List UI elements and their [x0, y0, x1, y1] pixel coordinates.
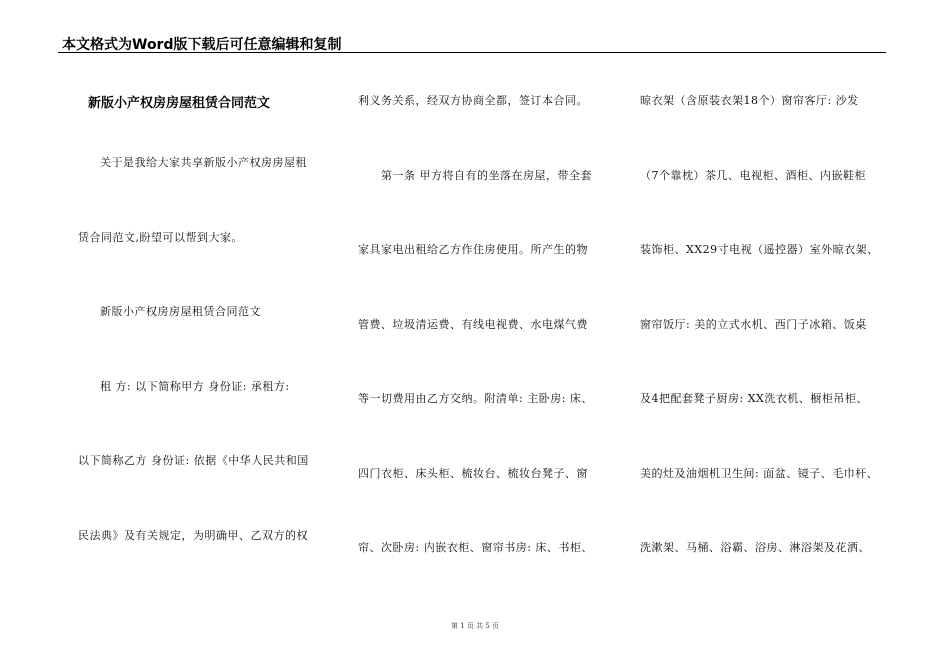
col3-line-5: 及4把配套凳子厨房: XX洗衣机、橱柜吊柜、	[640, 392, 868, 405]
page-number-footer: 第 1 页 共 5 页	[450, 622, 500, 630]
header-rule	[58, 52, 886, 53]
col3-line-2: （7个靠枕）茶几、电视柜、酒柜、内嵌鞋柜	[640, 169, 866, 182]
col1-line-4: 租 方: 以下简称甲方 身份证: 承租方:	[100, 380, 290, 393]
col3-line-7: 洗漱架、马桶、浴霸、浴房、淋浴架及花洒、	[640, 541, 870, 554]
col2-line-3: 家具家电出租给乙方作住房使用。所产生的物	[358, 243, 588, 256]
col1-line-5: 以下简称乙方 身份证: 依据《中华人民共和国	[78, 454, 309, 467]
col2-line-5: 等一切费用由乙方交纳。附清单: 主卧房: 床、	[358, 392, 593, 405]
col2-line-7: 帘、次卧房: 内嵌衣柜、窗帘书房: 床、书柜、	[358, 541, 593, 554]
col3-line-6: 美的灶及油烟机卫生间: 面盆、镜子、毛巾杆、	[640, 467, 879, 480]
col3-line-3: 装饰柜、XX29寸电视（遥控器）室外晾衣架、	[640, 243, 879, 256]
page-header-title: 本文格式为Word版下载后可任意编辑和复制	[62, 37, 342, 53]
col1-line-1: 关于是我给大家共享新版小产权房房屋租	[100, 156, 307, 169]
document-title: 新版小产权房房屋租赁合同范文	[88, 96, 271, 111]
col3-line-1: 晾衣架（含原装衣架18个）窗帘客厅: 沙发	[640, 94, 859, 107]
col3-line-4: 窗帘饭厅: 美的立式水机、西门子冰箱、饭桌	[640, 318, 867, 331]
col2-line-1: 利义务关系，经双方协商全都，签订本合同。	[358, 94, 588, 107]
col1-line-3: 新版小产权房房屋租赁合同范文	[100, 305, 261, 318]
col1-line-6: 民法典》及有关规定，为明确甲、乙双方的权	[78, 529, 308, 542]
col1-line-2: 赁合同范文,盼望可以帮到大家。	[78, 231, 243, 244]
col2-line-4: 管费、垃圾清运费、有线电视费、水电煤气费	[358, 318, 588, 331]
col2-line-6: 四门衣柜、床头柜、梳妆台、梳妆台凳子、窗	[358, 467, 588, 480]
col2-line-2: 第一条 甲方将自有的坐落在房屋，带全套	[381, 169, 592, 182]
